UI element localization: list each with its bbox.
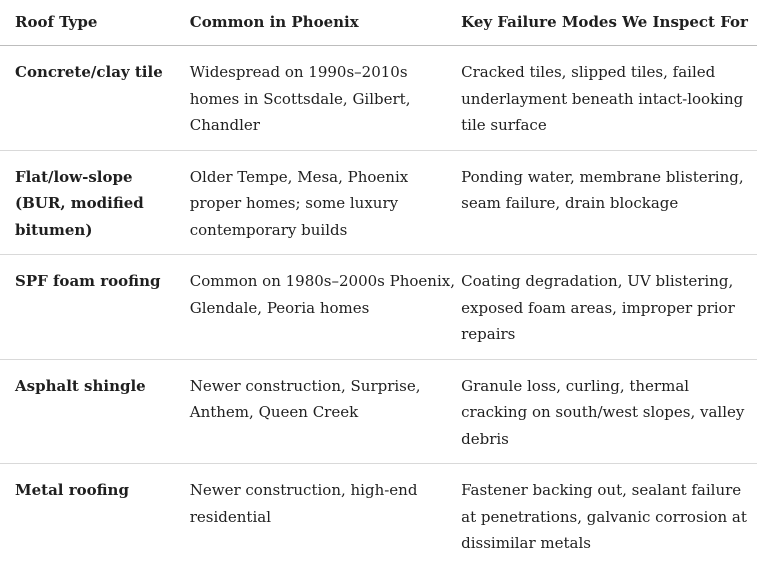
- table-row: [0, 46, 757, 151]
- cell-failure-modes: Fastener backing out, sealant failure at penetrations, galvanic corrosion at dissimilar metals: [461, 481, 747, 552]
- header-common-in-phoenix: Common in Phoenix: [190, 0, 461, 46]
- cell-common: Common on 1980s–2000s Phoenix, Glendale, Peoria homes: [190, 255, 461, 360]
- cell-roof-type: Metal roofing: [15, 481, 129, 499]
- cell-common: Widespread on 1990s–2010s homes in Scottsdale, Gilbert, Chandler: [190, 46, 461, 151]
- cell-roof-type: Concrete/clay tile: [0, 46, 190, 151]
- cell-common: Newer construction, high-end residential: [189, 481, 418, 526]
- header-roof-type: Roof Type: [0, 0, 190, 46]
- cell-roof-type: Flat/low-slope (BUR, modified bitumen): [0, 150, 190, 255]
- header-failure-modes: Key Failure Modes We Inspect For: [461, 0, 757, 46]
- cell-failure-modes: Cracked tiles, slipped tiles, failed underlayment beneath intact-looking tile surface: [461, 46, 757, 151]
- cell-roof-type: Asphalt shingle: [0, 359, 190, 464]
- cell-common: Newer construction, Surprise, Anthem, Queen Creek: [190, 359, 461, 464]
- table-row: [0, 359, 757, 464]
- cell-failure-modes: Granule loss, curling, thermal cracking on south/west slopes, valley debris: [461, 359, 757, 464]
- cell-common: Older Tempe, Mesa, Phoenix proper homes; some luxury contemporary builds: [190, 150, 461, 255]
- table-row: [0, 150, 757, 255]
- cell-failure-modes: Ponding water, membrane blistering, seam failure, drain blockage: [461, 150, 757, 255]
- table-row: [0, 255, 757, 360]
- table-header-row: [0, 0, 757, 46]
- table-row: [0, 464, 757, 568]
- cell-roof-type: SPF foam roofing: [0, 255, 190, 360]
- cell-failure-modes: Coating degradation, UV blistering, exposed foam areas, improper prior repairs: [461, 255, 757, 360]
